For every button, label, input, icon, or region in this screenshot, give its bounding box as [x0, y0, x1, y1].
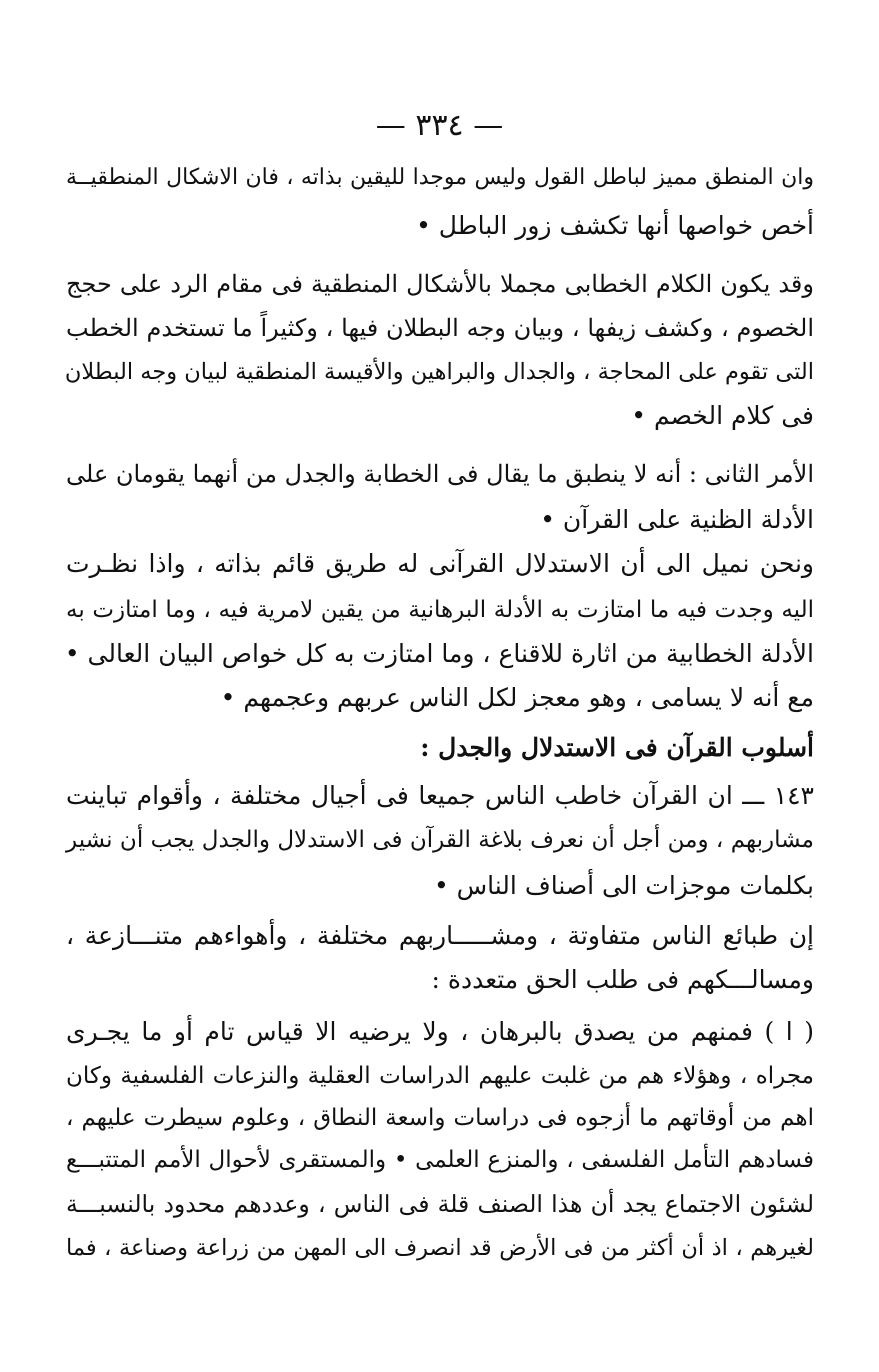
text-line: الأدلة الظنية على القرآن •	[540, 505, 814, 534]
text-line: الأمر الثانى : أنه لا ينطبق ما يقال فى الخطابة والجدل من أنهما يقومان على	[66, 460, 814, 488]
text-line: فى كلام الخصم •	[631, 401, 814, 430]
text-line: إن طبائع الناس متفاوتة ، ومشـــــاربهم مختلفة ، وأهواءهم متنـــازعة ،	[66, 921, 814, 950]
text-line: وقد يكون الكلام الخطابى مجملا بالأشكال المنطقية فى مقام الرد على حجج	[66, 270, 814, 298]
text-line: لشئون الاجتماع يجد أن هذا الصنف قلة فى الناس ، وعددهم محدود بالنسبـــة	[66, 1190, 814, 1218]
text-line: لغيرهم ، اذ أن أكثر من فى الأرض قد انصرف الى المهن من زراعة وصناعة ، فما	[66, 1235, 814, 1261]
text-line: ومسالـــكهم فى طلب الحق متعددة :	[431, 965, 814, 994]
text-line: فسادهم التأمل الفلسفى ، والمنزع العلمى • والمستقرى لأحوال الأمم المتتبـــع	[66, 1147, 814, 1173]
text-line: التى تقوم على المحاجة ، والجدال والبراهين والأقيسة المنطقية لبيان وجه البطلان	[64, 359, 814, 385]
text-line: أخص خواصها أنها تكشف زور الباطل •	[416, 211, 814, 240]
text-line: وان المنطق مميز لباطل القول وليس موجدا لليقين بذاته ، فان الاشكال المنطقيــة	[66, 165, 814, 190]
page-number: — ٣٣٤ —	[375, 108, 504, 143]
text-line: ١٤٣ ـــ ان القرآن خاطب الناس جميعا فى أجيال مختلفة ، وأقوام تباينت	[66, 781, 814, 810]
text-line: بكلمات موجزات الى أصناف الناس •	[433, 871, 814, 900]
text-line: اليه وجدت فيه ما امتازت به الأدلة البرهانية من يقين لامرية فيه ، وما امتازت به	[66, 597, 814, 623]
text-line: ونحن نميل الى أن الاستدلال القرآنى له طريق قائم بذاته ، واذا نظـرت	[66, 549, 814, 578]
section-heading: أسلوب القرآن فى الاستدلال والجدل :	[420, 733, 814, 762]
text-line: الأدلة الخطابية من اثارة للاقناع ، وما امتازت به كل خواص البيان العالى •	[64, 639, 814, 668]
text-line: مجراه ، وهؤلاء هم من غلبت عليهم الدراسات العقلية والنزعات الفلسفية وكان	[66, 1063, 814, 1089]
text-line: الخصوم ، وكشف زيفها ، وبيان وجه البطلان فيها ، وكثيراً ما تستخدم الخطب	[66, 314, 814, 342]
text-line: مع أنه لا يسامى ، وهو معجز لكل الناس عربهم وعجمهم •	[220, 683, 814, 712]
text-line: ( ا ) فمنهم من يصدق بالبرهان ، ولا يرضيه الا قياس تام أو ما يجـرى	[66, 1017, 814, 1046]
text-line: مشاربهم ، ومن أجل أن نعرف بلاغة القرآن فى الاستدلال والجدل يجب أن نشير	[66, 827, 814, 853]
text-line: اهم من أوقاتهم ما أزجوه فى دراسات واسعة النطاق ، وعلوم سيطرت عليهم ،	[66, 1105, 814, 1131]
